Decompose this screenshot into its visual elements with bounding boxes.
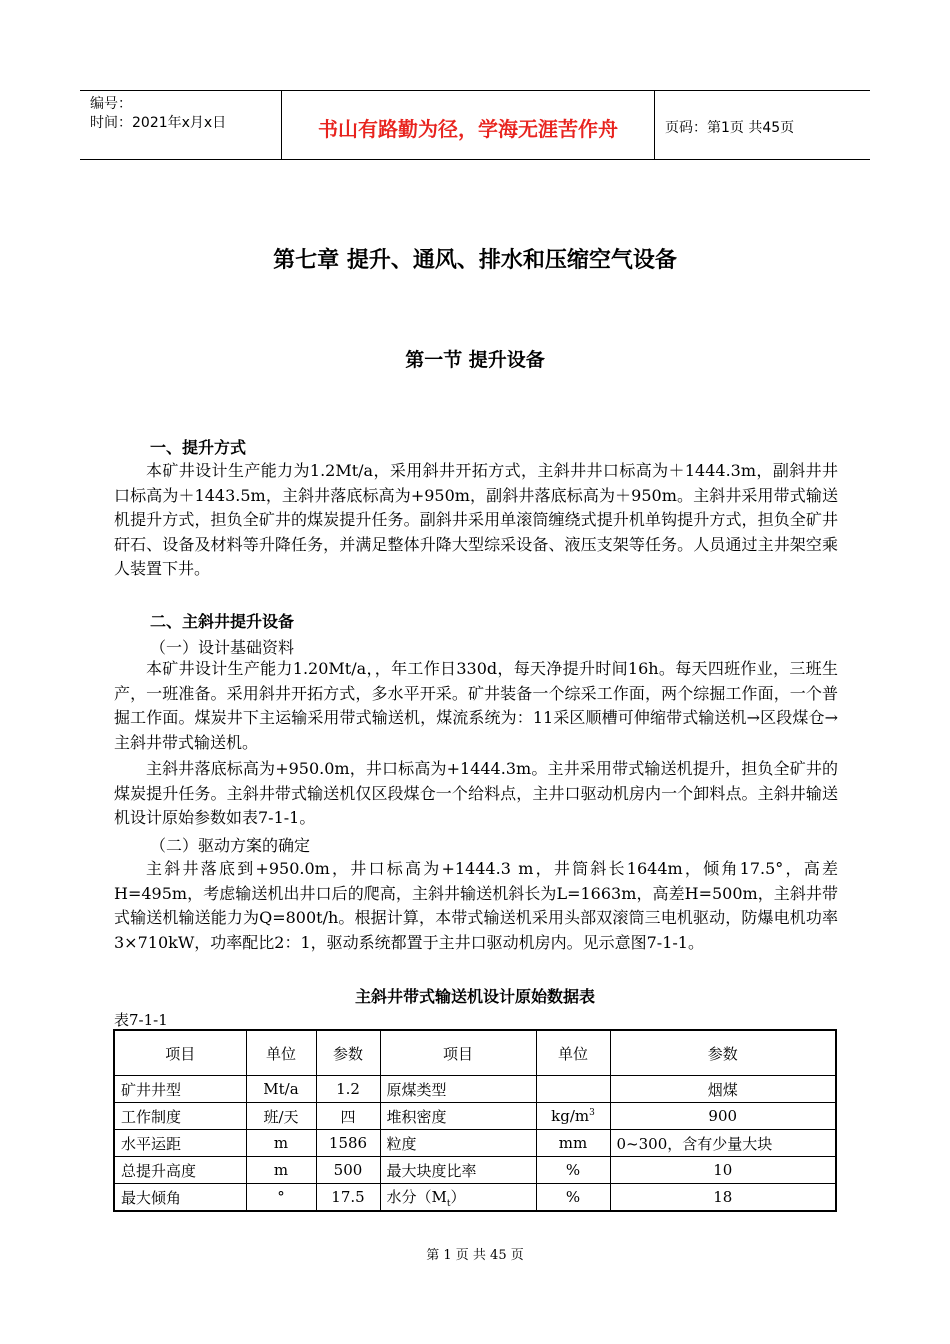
table-cell: 17.5	[316, 1184, 380, 1212]
table-cell: 总提升高度	[114, 1157, 246, 1184]
table-row	[114, 1130, 836, 1157]
column-header: 单位	[536, 1030, 610, 1076]
page-footer: 第 1 页 共 45 页	[426, 1248, 524, 1263]
table-cell: 堆积密度	[380, 1103, 536, 1130]
table-cell: 最大块度比率	[380, 1157, 536, 1184]
part1-heading: 一、提升方式	[150, 438, 247, 457]
table-cell: mm	[536, 1130, 610, 1157]
part2-heading: 二、主斜井提升设备	[150, 612, 295, 631]
drive-scheme-paragraph: 主斜井落底到+950.0m，井口标高为+1444.3 m，井筒斜长1644m，倾角17.5°，高差H=495m，考虑输送机出井口后的爬高，主斜井输送机斜长为L=1663m，高差H=500m，主斜井带式输送机输送能力为Q=800t/h。根据计算，本带式输送机采用头部双滚筒三电机驱动，防爆电机功率3×710kW，功率配比2：1，驱动系统都置于主井口驱动机房内。见示意图7-1-1。	[114, 859, 838, 952]
moisture-close: ）	[450, 1187, 466, 1206]
main-shaft-paragraph: 主斜井落底标高为+950.0m，井口标高为+1444.3m。主井采用带式输送机提升，担负全矿井的煤炭提升任务。主斜井带式输送机仅区段煤仓一个给料点，主井口驱动机房内一个卸料点。主斜井输送机设计原始参数如表7-1-1。	[114, 759, 838, 827]
column-header: 参数	[316, 1030, 380, 1076]
design-parameters-table	[113, 1029, 837, 1212]
table-cell: °	[246, 1184, 316, 1212]
table-cell-moisture	[380, 1184, 536, 1212]
table-cell: 水平运距	[114, 1130, 246, 1157]
column-header: 项目	[380, 1030, 536, 1076]
table-label: 表7-1-1	[114, 1011, 168, 1029]
moisture-text: 水分（M	[386, 1187, 447, 1206]
unit-superscript: 3	[589, 1108, 595, 1118]
table-cell	[536, 1076, 610, 1103]
table-row	[114, 1076, 836, 1103]
section-title: 第一节 提升设备	[405, 349, 545, 371]
table-header-row	[114, 1030, 836, 1076]
table-cell: m	[246, 1157, 316, 1184]
header-divider	[654, 91, 655, 159]
table-cell: 原煤类型	[380, 1076, 536, 1103]
column-header: 单位	[246, 1030, 316, 1076]
table-cell: Mt/a	[246, 1076, 316, 1103]
table-cell: %	[536, 1184, 610, 1212]
part1-paragraph: 本矿井设计生产能力为1.2Mt/a，采用斜井开拓方式，主斜井井口标高为＋1444.3m，副斜井井口标高为＋1443.5m，主斜井落底标高为+950m，副斜井落底标高为＋950m。主斜井采用带式输送机提升方式，担负全矿井的煤炭提升任务。副斜井采用单滚筒缠绕式提升机单钩提升方式，担负全矿井矸石、设备及材料等升降任务，并满足整体升降大型综采设备、液压支架等任务。人员通过主井架空乘人装置下井。	[114, 461, 838, 578]
table-row	[114, 1184, 836, 1212]
table-cell: 1.2	[316, 1076, 380, 1103]
table-cell: 四	[316, 1103, 380, 1130]
column-header: 项目	[114, 1030, 246, 1076]
table-cell: %	[536, 1157, 610, 1184]
table-cell: 矿井井型	[114, 1076, 246, 1103]
table-cell: 10	[610, 1157, 836, 1184]
column-header: 参数	[610, 1030, 836, 1076]
header-meta	[90, 95, 226, 133]
table-cell: 粒度	[380, 1130, 536, 1157]
table-cell: 最大倾角	[114, 1184, 246, 1212]
table-cell: 烟煤	[610, 1076, 836, 1103]
number-label: 编号：	[90, 96, 132, 112]
chapter-title: 第七章 提升、通风、排水和压缩空气设备	[273, 248, 677, 273]
moisture-subscript: t	[446, 1198, 451, 1209]
table-row	[114, 1157, 836, 1184]
table-row	[114, 1103, 836, 1130]
subsection-design-data: （一）设计基础资料	[150, 638, 295, 657]
table-cell: 500	[316, 1157, 380, 1184]
subsection-drive-scheme: （二）驱动方案的确定	[150, 836, 311, 855]
table-cell: 18	[610, 1184, 836, 1212]
time-label: 时间：2021年x月x日	[90, 115, 227, 131]
design-data-paragraph: 本矿井设计生产能力1.20Mt/a，，年工作日330d，每天净提升时间16h。每天四班作业，三班生产，一班准备。采用斜井开拓方式，多水平开采。矿井装备一个综采工作面，两个综掘工作面，一个普掘工作面。煤炭井下主运输采用带式输送机，煤流系统为：11采区顺槽可伸缩带式输送机→区段煤仓→主斜井带式输送机。	[114, 659, 838, 752]
table-cell: 工作制度	[114, 1103, 246, 1130]
table-cell: 班/天	[246, 1103, 316, 1130]
table-cell: 1586	[316, 1130, 380, 1157]
table-title: 主斜井带式输送机设计原始数据表	[354, 987, 595, 1006]
header-motto: 书山有路勤为径，学海无涯苦作舟	[318, 117, 618, 141]
unit-text: kg/m	[551, 1107, 590, 1125]
table-cell: m	[246, 1130, 316, 1157]
header-page-info: 页码：第1页 共45页	[665, 120, 795, 136]
table-cell: 900	[610, 1103, 836, 1130]
table-cell: 0~300，含有少量大块	[610, 1130, 836, 1157]
table-cell-density-unit	[536, 1103, 610, 1130]
document-header	[80, 90, 870, 160]
